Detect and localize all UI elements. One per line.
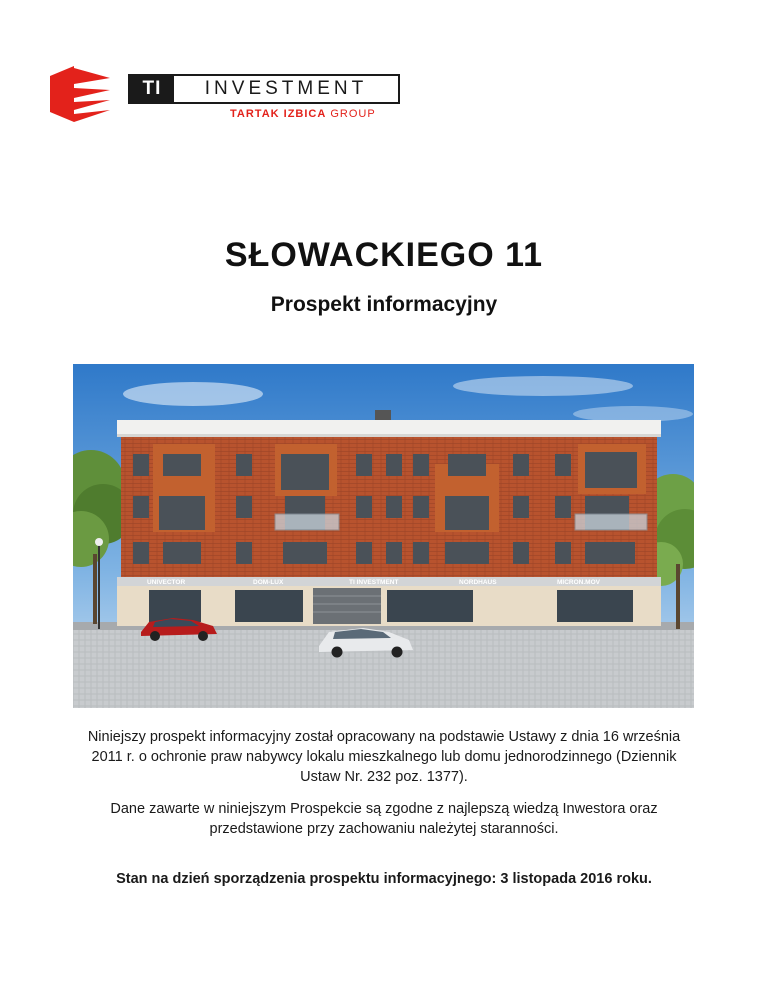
status-date-paragraph: Stan na dzień sporządzenia prospektu informacyjnego: 3 listopada 2016 roku. — [116, 871, 652, 887]
logo-tagline-bold: TARTAK IZBICA — [230, 108, 327, 120]
company-logo — [50, 64, 376, 128]
document-title: SŁOWACKIEGO 11 — [224, 236, 544, 274]
logo-wordmark — [128, 74, 400, 104]
legal-basis-paragraph: Niniejszy prospekt informacyjny został opracowany na podstawie Ustawy z dnia 16 września 2011 r. o ochronie praw nabywcy lokalu mieszkalnego lub domu jednorodzinnego (Dziennik Ustaw Nr. 232 poz. 1377). — [87, 729, 681, 785]
logo-investment-text: INVESTMENT — [204, 78, 368, 99]
building-rendering — [73, 364, 694, 708]
logo-ti-text: TI — [130, 76, 174, 102]
logo-mark-icon — [50, 66, 112, 122]
document-subtitle: Prospekt informacyjny — [270, 293, 498, 316]
sign-micron-mov: MICRON.MOV — [557, 579, 600, 586]
logo-tagline — [230, 108, 376, 120]
sign-ti-investment: TI INVESTMENT — [349, 579, 399, 586]
sign-univector: UNIVECTOR — [147, 579, 186, 586]
sign-nordhaus: NORDHAUS — [459, 579, 497, 586]
logo-tagline-light: GROUP — [330, 108, 376, 120]
accuracy-statement-paragraph: Dane zawarte w niniejszym Prospekcie są zgodne z najlepszą wiedzą Inwestora oraz przedstawione przy zachowaniu należytej staranności. — [110, 801, 658, 837]
sign-dom-lux: DOM-LUX — [253, 579, 284, 586]
